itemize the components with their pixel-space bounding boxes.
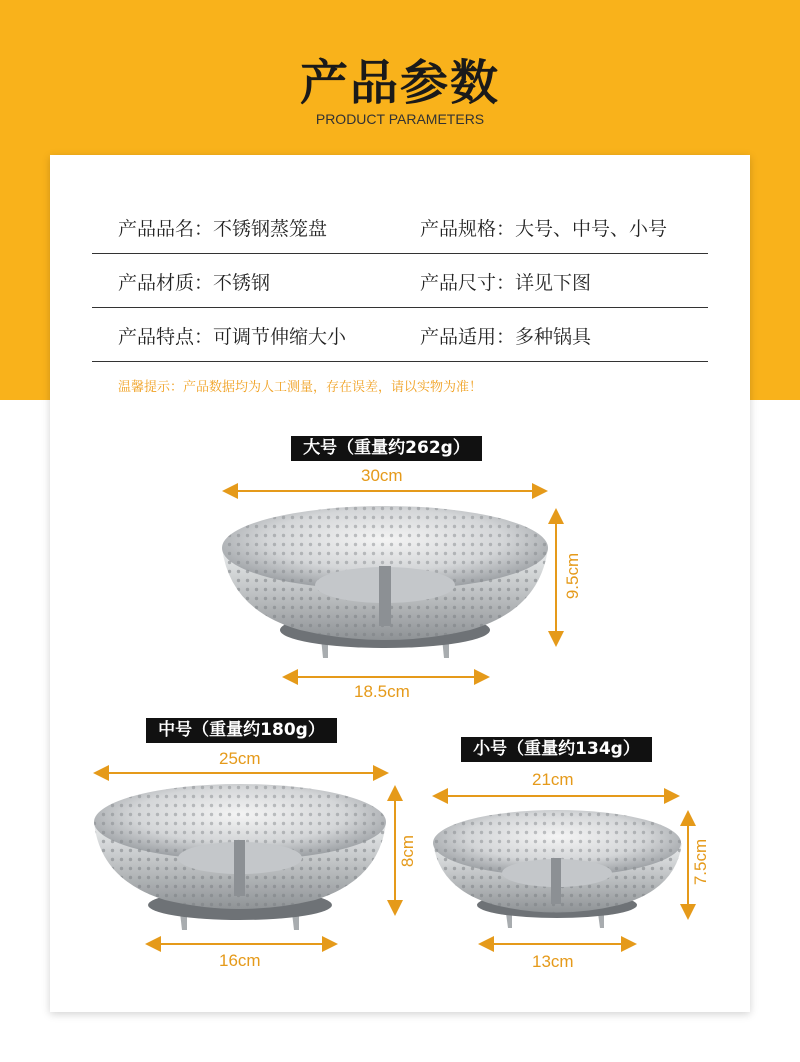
medium-base-label: 16cm [219, 951, 261, 970]
param-name: 产品品名：不锈钢蒸笼盘 [118, 218, 328, 240]
small-steamer-basket [433, 810, 682, 928]
large-width-label: 30cm [361, 466, 403, 485]
param-material: 产品材质：不锈钢 [118, 272, 271, 294]
large-size-label: 大号（重量约262g） [291, 436, 482, 461]
measurement-note: 温馨提示：产品数据均为人工测量，存在误差，请以实物为准！ [118, 380, 483, 395]
small-base-label: 13cm [532, 952, 574, 971]
medium-size-label: 中号（重量约180g） [146, 718, 337, 743]
small-width-label: 21cm [532, 770, 574, 789]
medium-height-label: 8cm [398, 834, 418, 868]
large-steamer-basket [222, 506, 548, 658]
large-height-label: 9.5cm [563, 552, 583, 600]
page-subtitle: PRODUCT PARAMETERS [315, 111, 485, 127]
small-height-label: 7.5cm [691, 838, 711, 886]
medium-width-label: 25cm [219, 749, 261, 768]
page-title: 产品参数 [299, 55, 500, 111]
small-size-label: 小号（重量约134g） [461, 737, 652, 762]
param-feature: 产品特点：可调节伸缩大小 [118, 326, 347, 348]
param-usage: 产品适用：多种锅具 [420, 326, 592, 348]
medium-steamer-basket [94, 784, 386, 930]
param-size: 产品尺寸：详见下图 [420, 272, 592, 294]
param-spec: 产品规格：大号、中号、小号 [420, 218, 668, 240]
large-base-label: 18.5cm [354, 682, 410, 701]
